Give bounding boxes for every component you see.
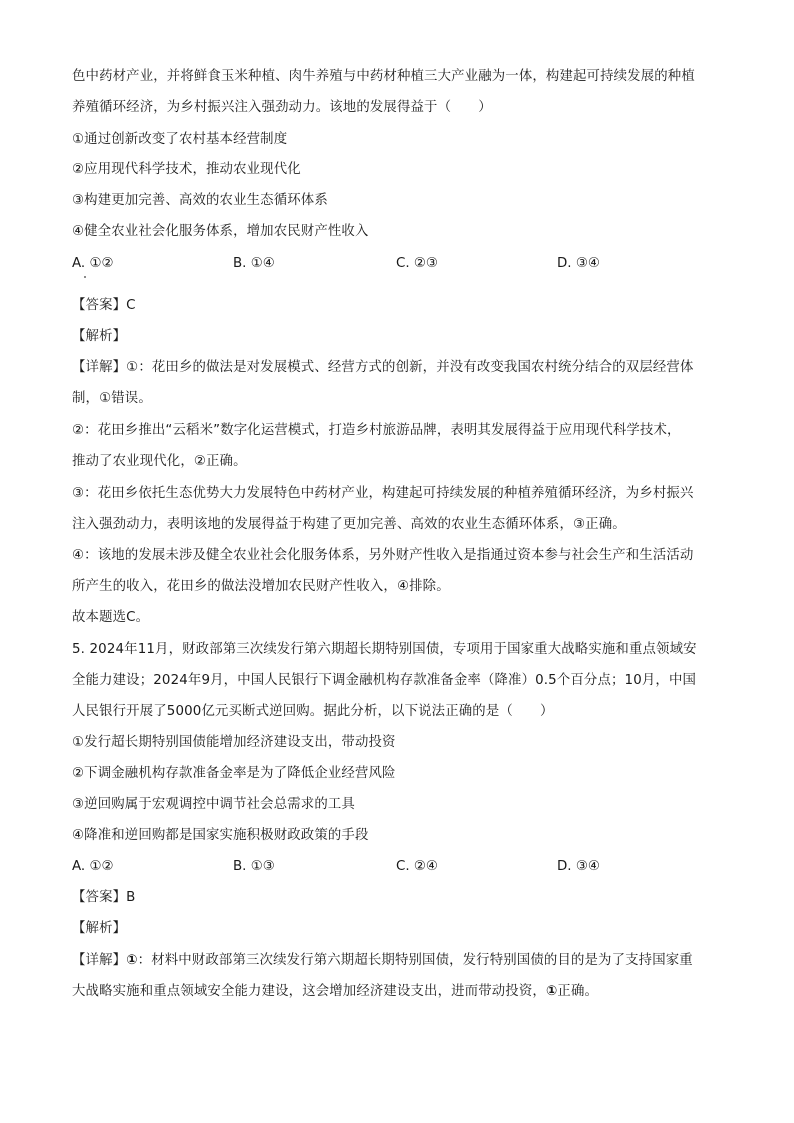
q5-statement-3: ③逆回购属于宏观调控中调节社会总需求的工具	[72, 797, 355, 812]
q5-detail-line-2-mark: ①	[545, 984, 558, 999]
q5-answer: 【答案】B	[72, 890, 136, 905]
q4-detail-line-4: 推动了农业现代化，②正确。	[72, 454, 247, 469]
q4-detail-line-5: ③：花田乡依托生态优势大力发展特色中药材产业，构建起可持续发展的种植养殖循环经济，为乡村振兴	[72, 486, 694, 501]
q4-statement-1: ①通过创新改变了农村基本经营制度	[72, 132, 288, 147]
q4-option-a: A. ①②	[72, 256, 114, 271]
q4-stem-line-2: 养殖循环经济，为乡村振兴注入强劲动力。该地的发展得益于（ ）	[72, 100, 492, 115]
q5-detail-line-2-end: 正确。	[557, 984, 599, 999]
q4-option-c: C. ②③	[396, 256, 438, 271]
q4-option-b: B. ①④	[233, 256, 275, 271]
q5-stem-line-1: 5. 2024年11月，财政部第三次续发行第六期超长期特别国债，专项用于国家重大战略实施和重点领域安	[72, 642, 697, 657]
q5-statement-2: ②下调金融机构存款准备金率是为了降低企业经营风险	[72, 766, 396, 781]
q5-option-c: C. ②④	[396, 859, 438, 874]
q5-detail-label: 【详解】	[72, 953, 127, 968]
q5-analysis-label: 【解析】	[72, 921, 127, 936]
q5-detail-line-2	[72, 982, 732, 1002]
q5-option-a: A. ①②	[72, 859, 114, 874]
stray-dot	[84, 276, 86, 278]
q5-stem-line-3: 人民银行开展了5000亿元买断式逆回购。据此分析，以下说法正确的是（ ）	[72, 704, 554, 719]
q5-detail-mark: ①	[126, 953, 138, 968]
q4-detail-line-7: ④：该地的发展未涉及健全农业社会化服务体系，另外财产性收入是指通过资本参与社会生产和生活活动	[72, 548, 694, 563]
q4-stem-line-1: 色中药材产业，并将鲜食玉米种植、肉牛养殖与中药材种植三大产业融为一体，构建起可持续发展的种植	[72, 69, 695, 84]
q4-answer: 【答案】C	[72, 298, 136, 313]
q4-statement-4: ④健全农业社会化服务体系，增加农民财产性收入	[72, 224, 369, 239]
q4-option-d: D. ③④	[557, 256, 600, 271]
q4-detail-line-8: 所产生的收入，花田乡的做法没增加农民财产性收入，④排除。	[72, 579, 450, 594]
q4-detail-line-1: 【详解】①：花田乡的做法是对发展模式、经营方式的创新，并没有改变我国农村统分结合的双层经营体	[72, 360, 694, 375]
q4-detail-line-6: 注入强劲动力，表明该地的发展得益于构建了更加完善、高效的农业生态循环体系，③正确。	[72, 517, 626, 532]
q4-statement-2: ②应用现代科学技术，推动农业现代化	[72, 162, 301, 177]
q5-statement-4: ④降准和逆回购都是国家实施积极财政政策的手段	[72, 828, 369, 843]
q5-detail-line-1-text: ：材料中财政部第三次续发行第六期超长期特别国债，发行特别国债的目的是为了支持国家重	[137, 953, 693, 968]
q5-detail-line-2-text: 大战略实施和重点领域安全能力建设，这会增加经济建设支出，进而带动投资，	[72, 984, 546, 999]
q4-conclusion: 故本题选C。	[72, 610, 150, 625]
q5-option-b: B. ①③	[233, 859, 275, 874]
q4-detail-line-3: ②：花田乡推出“云稻米”数字化运营模式，打造乡村旅游品牌，表明其发展得益于应用现代科学技术，	[72, 423, 681, 438]
q4-statement-3: ③构建更加完善、高效的农业生态循环体系	[72, 193, 328, 208]
q5-option-d: D. ③④	[557, 859, 600, 874]
q4-detail-line-2: 制，①错误。	[72, 391, 152, 406]
q5-stem-line-2: 全能力建设；2024年9月，中国人民银行下调金融机构存款准备金率（降准）0.5个百分点；10月，中国	[72, 673, 697, 688]
q5-statement-1: ①发行超长期特别国债能增加经济建设支出，带动投资	[72, 735, 396, 750]
q4-analysis-label: 【解析】	[72, 329, 127, 344]
q5-detail-line-1	[72, 951, 732, 971]
